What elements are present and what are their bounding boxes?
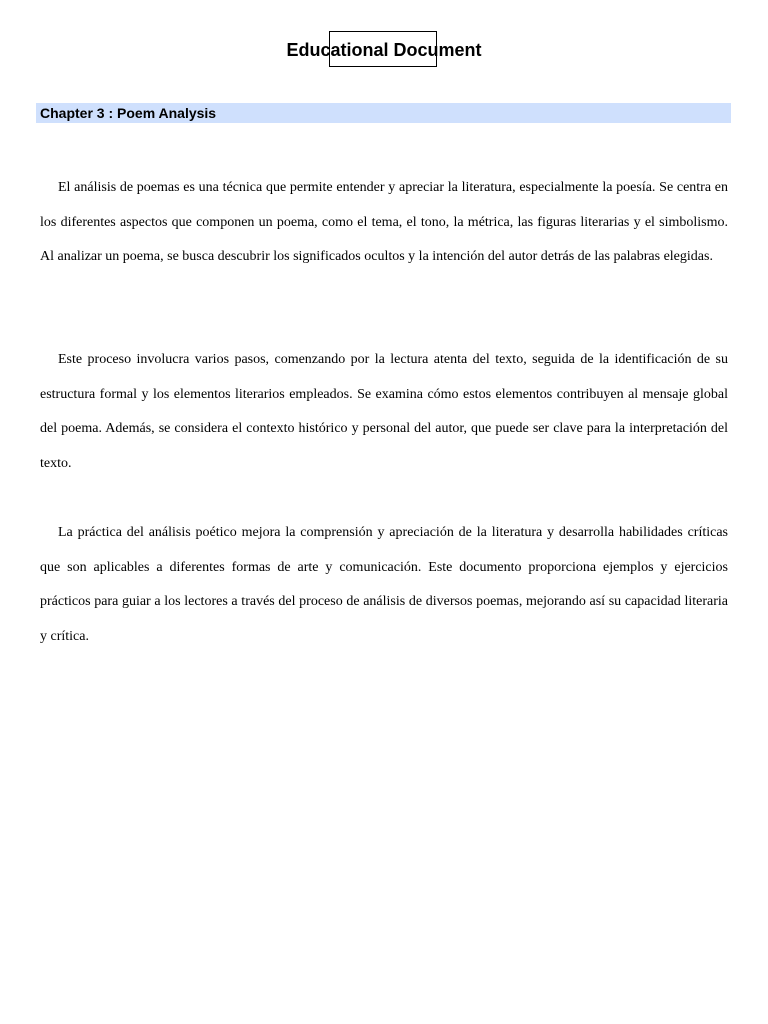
paragraph-2: Este proceso involucra varios pasos, comenzando por la lectura atenta del texto, seguida de la identificación de su estructura formal y los elementos literarios empleados. Se examina cómo estos elementos contribuyen al mensaje global del poema. Además, se considera el contexto histórico y personal del autor, que puede ser clave para la interpretación del texto. [40, 352, 728, 471]
chapter-heading: Chapter 3 : Poem Analysis [36, 103, 731, 123]
paragraph-3: La práctica del análisis poético mejora la comprensión y apreciación de la literatura y desarrolla habilidades críticas que son aplicables a diferentes formas de arte y comunicación. Este documento proporciona ejemplos y ejercicios prácticos para guiar a los lectores a través del proceso de análisis de diversos poemas, mejorando así su capacidad literaria y crítica. [40, 525, 728, 644]
paragraph-1: El análisis de poemas es una técnica que permite entender y apreciar la literatura, especialmente la poesía. Se centra en los diferentes aspectos que componen un poema, como el tema, el tono, la métrica, las figuras literarias y el simbolismo. Al analizar un poema, se busca descubrir los significados ocultos y la intención del autor detrás de las palabras elegidas. [40, 180, 728, 264]
document-title: Educational Document [286, 40, 482, 60]
